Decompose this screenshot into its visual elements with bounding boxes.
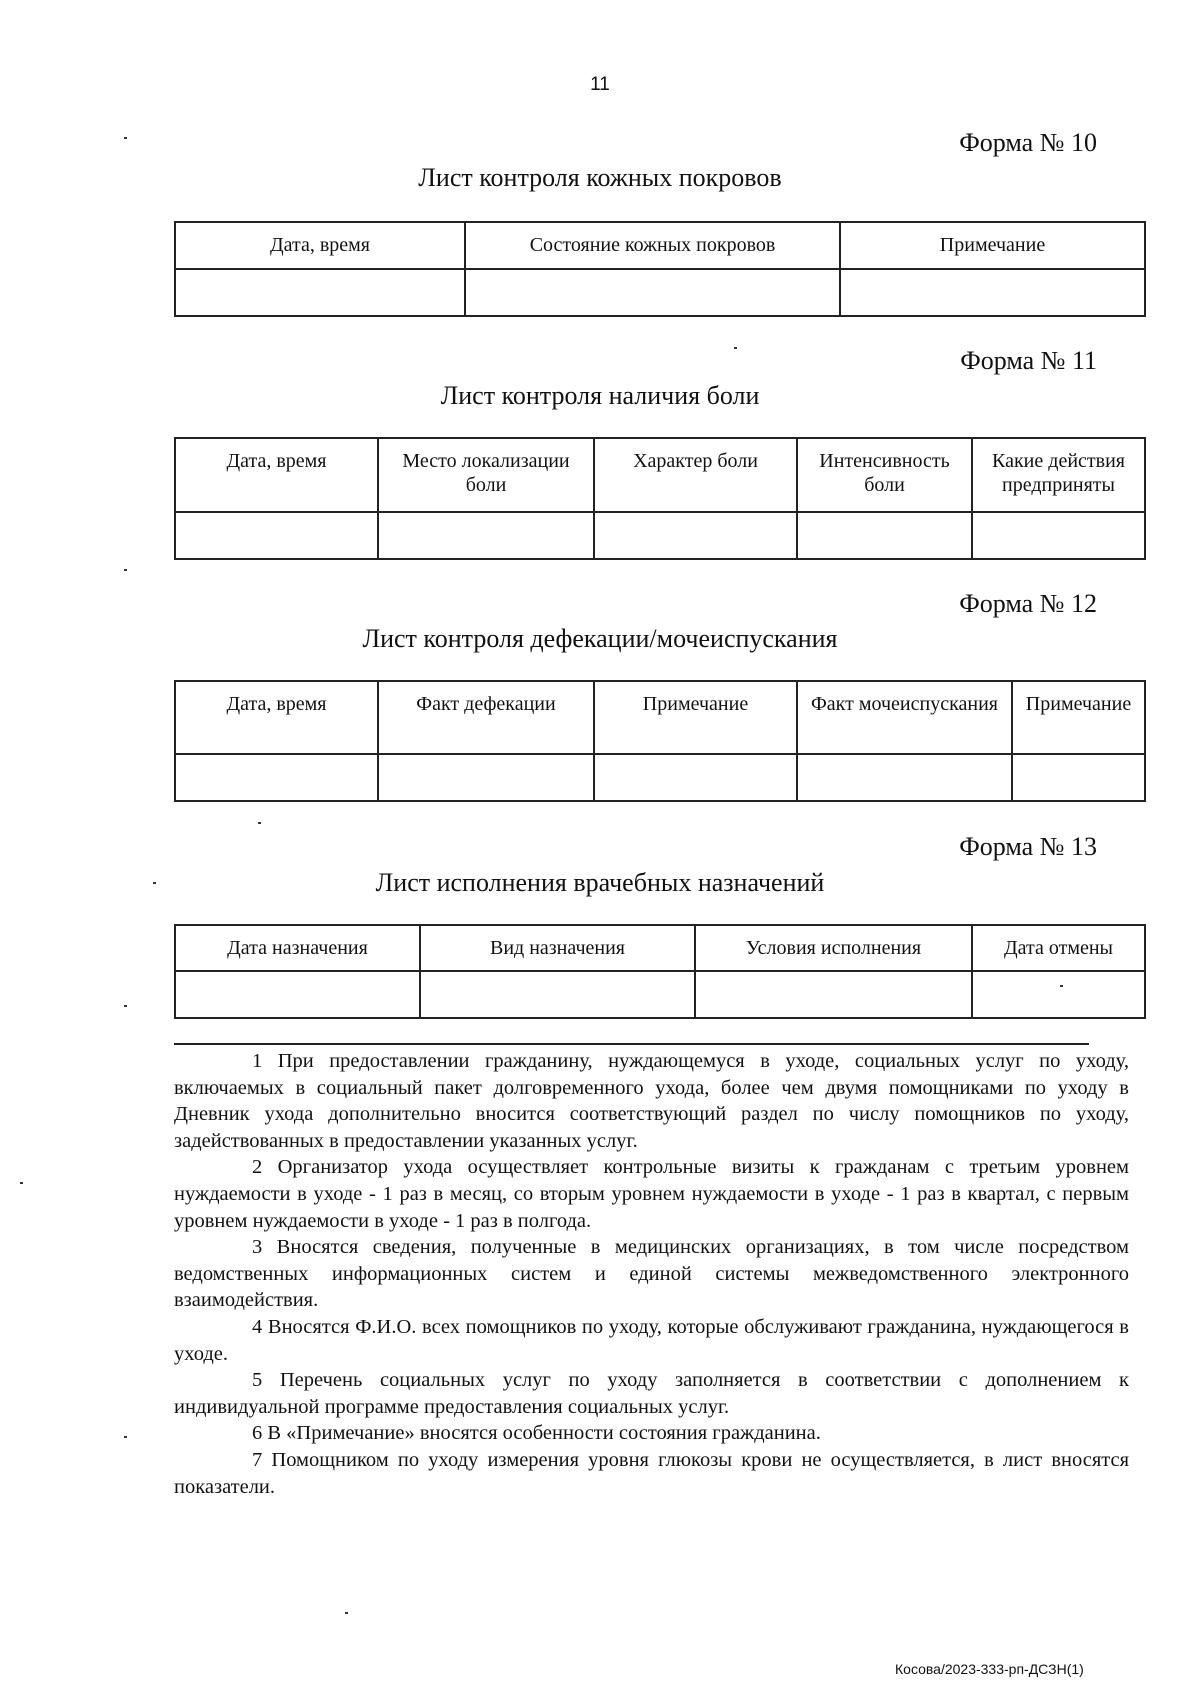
form-12-label: Форма № 12 [959,589,1097,618]
header-cell: Дата, время [175,438,378,512]
header-cell: Примечание [840,222,1145,269]
footnote-separator [174,1043,1089,1045]
header-cell: Дата, время [175,681,378,754]
footnote: 4 Вносятся Ф.И.О. всех помощников по уходу, которые обслуживают гражданина, нуждающегося в уходе. [174,1315,1129,1365]
footnote: 6 В «Примечание» вносятся особенности состояния гражданина. [252,1422,821,1445]
empty-cell [695,971,972,1018]
table-row [175,512,1145,559]
page-number: 11 [590,74,610,95]
table-header-row [175,438,1145,512]
footnote: 2 Организатор ухода осуществляет контрольные визиты к гражданам с третьим уровнем нуждаемости в уходе - 1 раз в месяц, со вторым уровнем нуждаемости в уходе - 1 раз в квартал, с первым уровнем нуждаемости в уходе - 1 раз в полгода. [174,1156,1129,1232]
header-cell: Примечание [1012,681,1145,754]
scan-speck [153,882,156,884]
form-11-title: Лист контроля наличия боли [440,381,760,410]
footnotes [174,1048,1129,1500]
header-cell: Какие действия предприняты [972,438,1145,512]
empty-cell [175,754,378,801]
form-12-title: Лист контроля дефекации/мочеиспускания [362,624,838,653]
empty-cell [797,754,1012,801]
empty-cell [465,269,840,316]
empty-cell [840,269,1145,316]
table-row [175,971,1145,1018]
empty-cell [972,971,1145,1018]
header-cell: Условия исполнения [695,925,972,971]
empty-cell [420,971,695,1018]
footnote: 5 Перечень социальных услуг по уходу заполняется в соответствии с дополнением к индивидуальной программе предоставления социальных услуг. [174,1369,1129,1418]
header-cell: Примечание [594,681,797,754]
scan-speck [258,822,261,824]
scan-speck [124,1436,127,1438]
empty-cell [175,269,465,316]
table-header-row [175,222,1145,269]
header-cell: Дата, время [175,222,465,269]
header-cell: Характер боли [594,438,797,512]
empty-cell [594,754,797,801]
skin-control-table [174,221,1146,317]
empty-cell [378,512,594,559]
scan-speck [20,1182,23,1184]
empty-cell [1012,754,1145,801]
form-10-label: Форма № 10 [959,128,1097,157]
header-cell: Факт дефекации [378,681,594,754]
form-13-title: Лист исполнения врачебных назначений [375,868,825,897]
defecation-control-table [174,680,1146,802]
prescriptions-table [174,924,1146,1019]
scan-speck [124,569,127,571]
footnote: 1 При предоставлении гражданину, нуждающемуся в уходе, социальных услуг по уходу, включаемых в социальный пакет долговременного ухода, более чем двумя помощниками по уходу в Дневник ухода дополнительно вносится соответствующий раздел по числу помощников по уходу, задействованных в предоставлении указанных услуг. [174,1050,1129,1152]
header-cell: Интенсивность боли [797,438,972,512]
pain-control-table [174,437,1146,560]
header-cell: Состояние кожных покровов [465,222,840,269]
scan-speck [734,347,737,349]
table-row [175,754,1145,801]
footnote: 7 Помощником по уходу измерения уровня глюкозы крови не осуществляется, в лист вносятся показатели. [174,1448,1129,1498]
header-cell: Факт мочеиспускания [797,681,1012,754]
scan-speck [1060,985,1063,987]
footnote: 3 Вносятся сведения, полученные в медицинских организациях, в том числе посредством ведомственных информационных систем и единой системы межведомственного электронного взаимодействия. [174,1236,1129,1312]
table-row [175,269,1145,316]
empty-cell [378,754,594,801]
table-header-row [175,681,1145,754]
form-13-label: Форма № 13 [959,832,1097,861]
empty-cell [175,512,378,559]
scan-speck [124,1005,127,1007]
empty-cell [175,971,420,1018]
document-reference: Косова/2023-333-рп-ДСЗН(1) [895,1661,1084,1677]
scan-speck [124,137,127,139]
table-header-row [175,925,1145,971]
header-cell: Дата назначения [175,925,420,971]
empty-cell [594,512,797,559]
header-cell: Место локализации боли [378,438,594,512]
form-11-label: Форма № 11 [960,346,1097,375]
empty-cell [972,512,1145,559]
header-cell: Дата отмены [972,925,1145,971]
empty-cell [797,512,972,559]
form-10-title: Лист контроля кожных покровов [418,163,782,192]
header-cell: Вид назначения [420,925,695,971]
scan-speck [345,1612,348,1614]
